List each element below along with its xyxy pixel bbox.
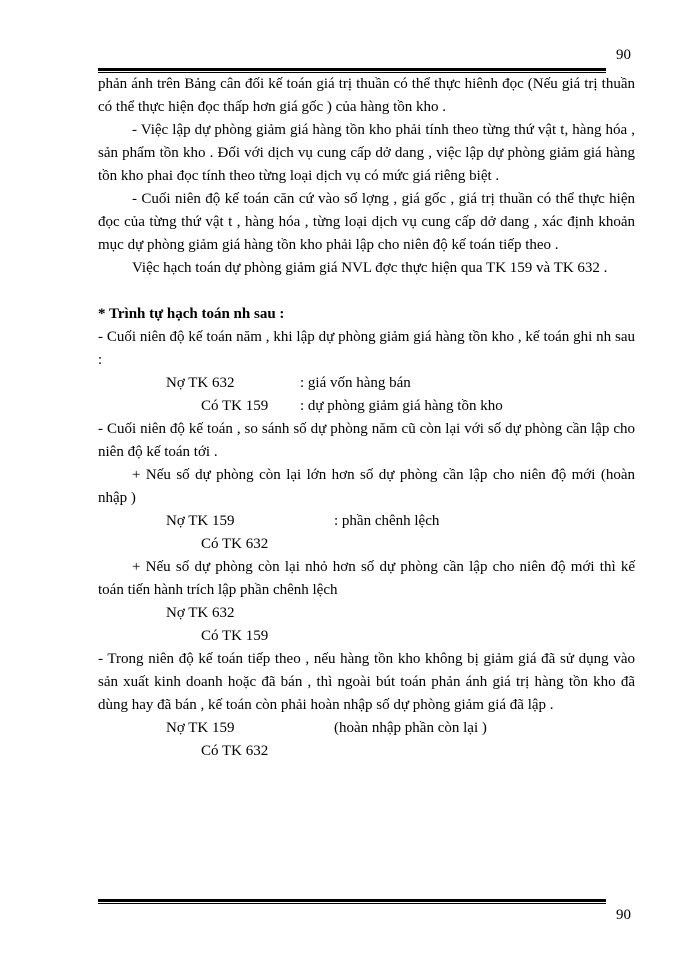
entry-description: : phần chênh lệch xyxy=(334,513,440,529)
paragraph: + Nếu số dự phòng còn lại nhỏ hơn số dự phòng cần lập cho niên độ mới thì kế toán tiến hành trích lập phần chênh lệch xyxy=(98,559,635,598)
journal-entry-debit xyxy=(98,510,635,533)
journal-entry-credit xyxy=(98,625,635,648)
journal-entry-credit xyxy=(98,395,635,418)
journal-entry-debit xyxy=(98,372,635,395)
paragraph: phản ánh trên Bảng cân đối kế toán giá trị thuần có thể thực hiênh đọc (Nếu giá trị thuần có thể thực hiện đọc thấp hơn giá gốc ) của hàng tồn kho . xyxy=(98,76,635,115)
paragraph: Việc hạch toán dự phòng giảm giá NVL đợc thực hiện qua TK 159 và TK 632 . xyxy=(132,260,608,276)
journal-entry-debit xyxy=(98,602,635,625)
page-body xyxy=(98,73,635,763)
entry-account: Nợ TK 159 xyxy=(166,720,235,736)
paragraph: - Cuối niên độ kế toán , so sánh số dự phòng năm cũ còn lại với số dự phòng cần lập cho niên độ kế toán tới . xyxy=(98,421,635,460)
paragraph: - Cuối niên độ kế toán năm , khi lập dự phòng giảm giá hàng tồn kho , kế toán ghi nh sau : xyxy=(98,329,635,368)
entry-account: Nợ TK 632 xyxy=(166,375,235,391)
entry-description: : giá vốn hàng bán xyxy=(300,375,411,391)
entry-description: (hoàn nhập phần còn lại ) xyxy=(334,720,487,736)
journal-entry-debit xyxy=(98,717,635,740)
journal-entry-credit xyxy=(98,533,635,556)
footer-rule xyxy=(98,899,606,905)
entry-account: Nợ TK 632 xyxy=(166,605,235,621)
paragraph: - Việc lập dự phòng giảm giá hàng tồn kho phải tính theo từng thứ vật t, hàng hóa , sản phẩm tồn kho . Đối với dịch vụ cung cấp dở dang , việc lập dự phòng giảm giá hàng tồn kho phai đọc tính theo từng loại dịch vụ có mức giá riêng biệt . xyxy=(98,122,635,184)
entry-description: : dự phòng giảm giá hàng tồn kho xyxy=(300,398,503,414)
page-number-top: 90 xyxy=(616,47,631,63)
paragraph: - Trong niên độ kế toán tiếp theo , nếu hàng tồn kho không bị giảm giá đã sử dụng vào sản xuất kinh doanh hoặc đã bán , thì ngoài bút toán phản ánh giá trị hàng tồn kho đã dùng hay đã bán , kế toán còn phải hoàn nhập số dự phòng giảm giá đã lập . xyxy=(98,651,635,713)
entry-account: Nợ TK 159 xyxy=(166,513,235,529)
page-number-bottom: 90 xyxy=(616,907,631,923)
entry-account: Có TK 159 xyxy=(201,628,269,644)
paragraph: + Nếu số dự phòng còn lại lớn hơn số dự phòng cần lập cho niên độ mới (hoàn nhập ) xyxy=(98,467,635,506)
paragraph: - Cuối niên độ kế toán căn cứ vào số lợng , giá gốc , giá trị thuần có thể thực hiện đọc của từng thứ vật t , hàng hóa , từng loại dịch vụ cung cấp dở dang , xác định khoản mục dự phòng giảm giá hàng tồn kho phải lập cho niên độ kế toán tiếp theo . xyxy=(98,191,635,253)
entry-account: Có TK 632 xyxy=(201,536,269,552)
section-heading: * Trình tự hạch toán nh sau : xyxy=(98,306,285,322)
entry-account: Có TK 632 xyxy=(201,743,269,759)
journal-entry-credit xyxy=(98,740,635,763)
entry-account: Có TK 159 xyxy=(201,398,269,414)
